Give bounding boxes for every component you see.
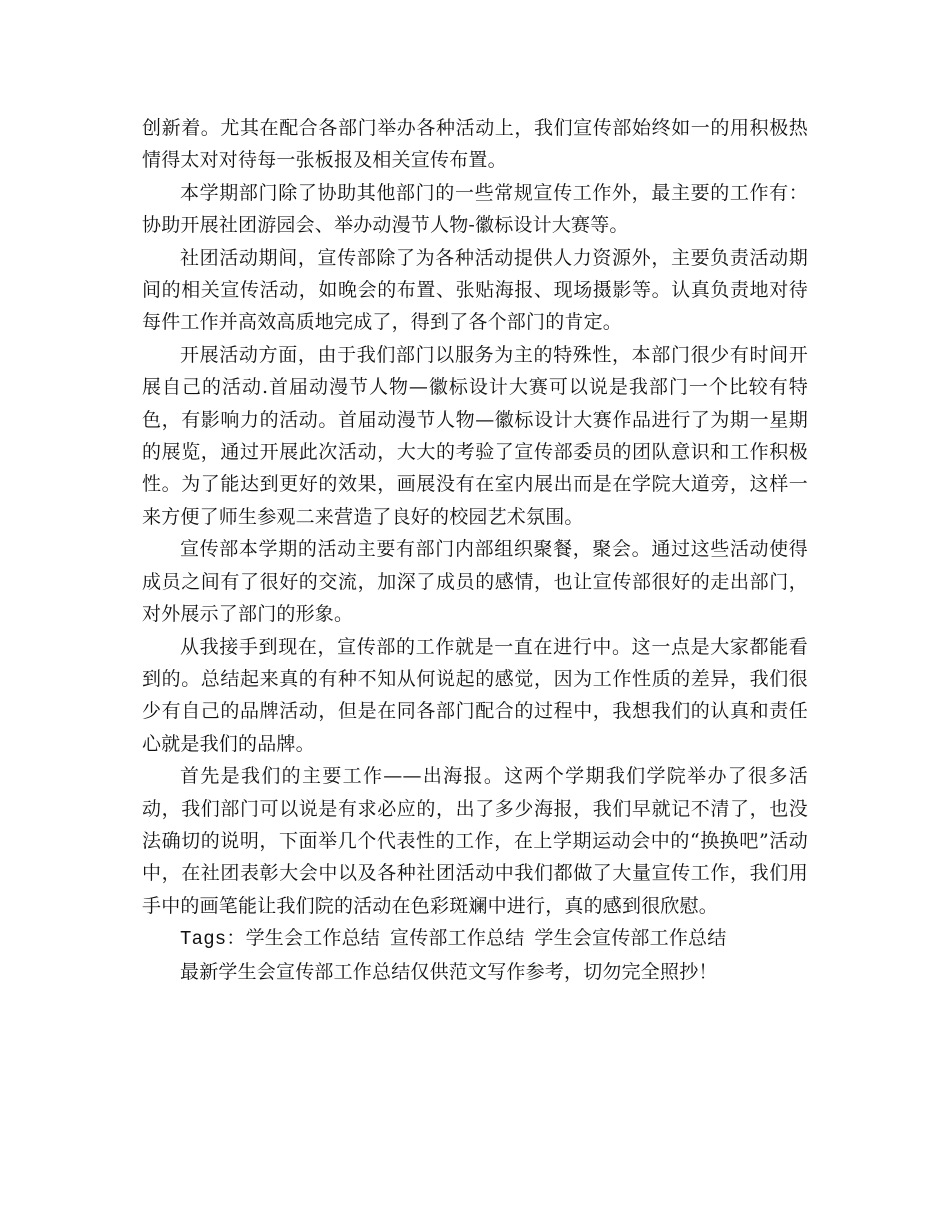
tag-item[interactable]: 学生会工作总结 (245, 927, 381, 950)
paragraph-5: 宣传部本学期的活动主要有部门内部组织聚餐，聚会。通过这些活动使得成员之间有了很好的交流，加深了成员的感情，也让宣传部很好的走出部门，对外展示了部门的形象。 (142, 538, 808, 626)
tags-line (142, 922, 808, 955)
footer-note: 最新学生会宣传部工作总结仅供范文写作参考，切勿完全照抄！ (180, 960, 718, 983)
tag-item[interactable]: 学生会宣传部工作总结 (534, 927, 727, 950)
paragraph-6: 从我接手到现在，宣传部的工作就是一直在进行中。这一点是大家都能看到的。总结起来真的有种不知从何说起的感觉，因为工作性质的差异，我们很少有自己的品牌活动，但是在同各部门配合的过程中，我想我们的认真和责任心就是我们的品牌。 (142, 635, 808, 755)
paragraph-3: 社团活动期间，宣传部除了为各种活动提供人力资源外，主要负责活动期间的相关宣传活动，如晚会的布置、张贴海报、现场摄影等。认真负责地对待每件工作并高效高质地完成了，得到了各个部门的肯定。 (142, 246, 808, 334)
document-body (142, 112, 808, 988)
tag-item[interactable]: 宣传部工作总结 (390, 927, 525, 950)
paragraph-7: 首先是我们的主要工作——出海报。这两个学期我们学院举办了很多活动，我们部门可以说是有求必应的，出了多少海报，我们早就记不清了，也没法确切的说明，下面举几个代表性的工作，在上学期运动会中的“换换吧”活动中，在社团表彰大会中以及各种社团活动中我们都做了大量宣传工作，我们用手中的画笔能让我们院的活动在色彩斑斓中进行，真的感到很欣慰。 (142, 765, 808, 917)
paragraph-4: 开展活动方面，由于我们部门以服务为主的特殊性，本部门很少有时间开展自己的活动.首届动漫节人物—徽标设计大赛可以说是我部门一个比较有特色，有影响力的活动。首届动漫节人物—徽标设计大赛作品进行了为期一星期的展览，通过开展此次活动，大大的考验了宣传部委员的团队意识和工作积极性。为了能达到更好的效果，画展没有在室内展出而是在学院大道旁，这样一来方便了师生参观二来营造了良好的校园艺术氛围。 (142, 343, 808, 528)
tags-label: Tags： (180, 928, 246, 951)
paragraph-2: 本学期部门除了协助其他部门的一些常规宣传工作外，最主要的工作有：协助开展社团游园会、举办动漫节人物-徽标设计大赛等。 (142, 181, 808, 237)
paragraph-1: 创新着。尤其在配合各部门举办各种活动上，我们宣传部始终如一的用积极热情得太对对待每一张板报及相关宣传布置。 (142, 117, 808, 172)
